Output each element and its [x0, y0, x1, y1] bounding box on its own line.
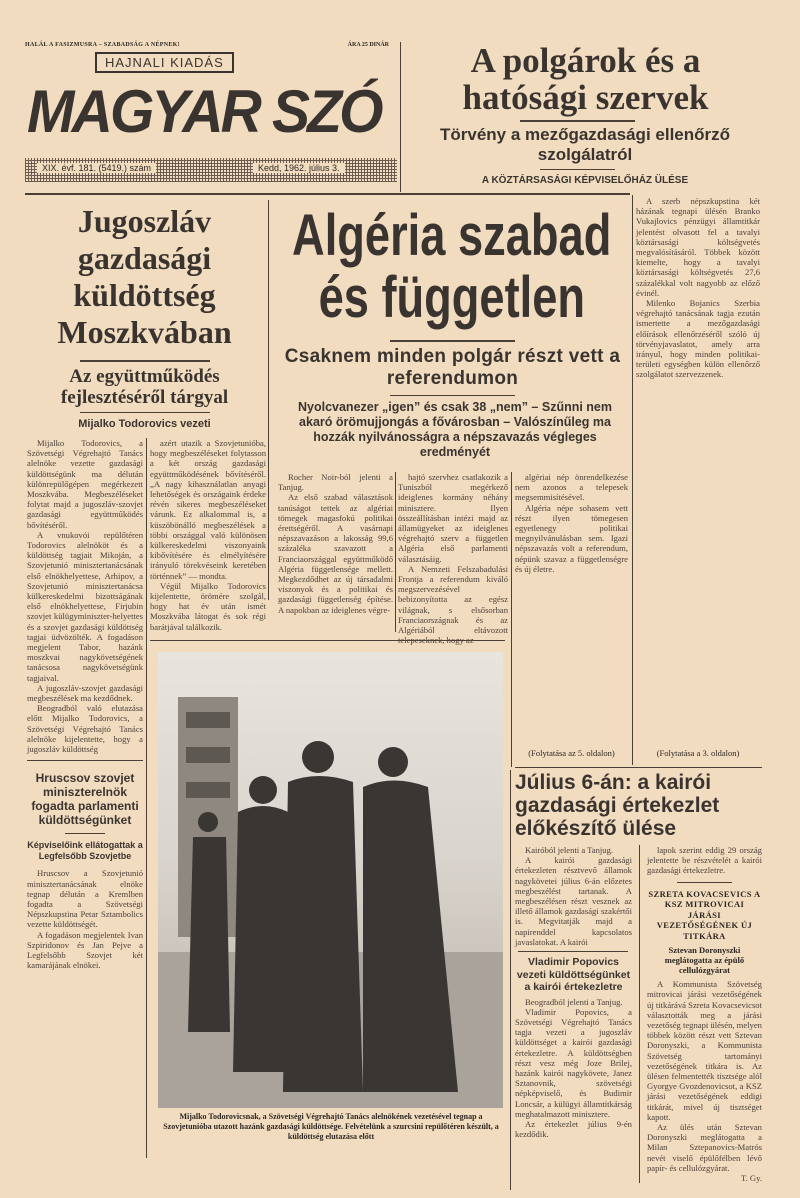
- algeria-continued: (Folytatása az 5. oldalon): [528, 748, 615, 758]
- cairo-body-col1: Kairóból jelenti a Tanjug. A kairói gazdasági értekezleten résztvevő államok nagykövetei július 6-án előzetes megbeszélést tartanak. A megbeszélésen részt vesznek az illető államok gazdasági szakértői is. Megvitatják majd a napirenddel kapcsolatos javaslatokat. A kairói: [515, 845, 632, 947]
- cairo-headline: Július 6-án: a kairói gazdasági értekezlet előkészítő ülése: [515, 771, 720, 840]
- price: ÁRA 25 DINÁR: [347, 42, 389, 48]
- kovacsevics-subheadline: Sztevan Doronyszki meglátogatta az épülő cellulózgyárat: [664, 945, 745, 976]
- slogan: HALÁL A FASIZMUSRA – SZABADSÁG A NÉPNEK!: [25, 42, 180, 48]
- algeria-subheadline: Csaknem minden polgár részt vett a referendumon: [284, 346, 621, 389]
- divider: [27, 760, 143, 761]
- top-story-continued: (Folytatása a 3. oldalon): [656, 748, 740, 758]
- top-story-body: A szerb népszkupstina két házának tegnapi ülésén Branko Vukajlovics pénzügyi államtitkár jelentést olvasott fel a tavalyi köztársasági költségvetés megvalósításáról. Többek között kiemelte, hogy a tavalyi köztársasági költségvetés 27,6 százalékkal volt nagyobb az előző évinél. Milenko Bojanics Szerbia végrehajtó tanácsának tagja ezután ismertette a mezőgazdasági előírások ellenőrzéséről szóló új törvényjavaslatot, amely arra irányul, hogy minden politikai-területi egységben külön ellenőrző szolgálatot szervezzenek.: [636, 196, 760, 380]
- issue-number: XIX. évf. 181. (5419.) szám: [37, 163, 156, 173]
- bottom-right-section: [515, 767, 762, 1183]
- divider: [511, 472, 512, 767]
- tower-window: [186, 782, 230, 798]
- bottom-col1: [515, 845, 632, 1183]
- divider: [80, 360, 210, 362]
- issue-date: Kedd, 1962. július 3.: [253, 163, 345, 173]
- kovacsevics-headline: SZRETA KOVACSEVICS A KSZ MITROVICAI JÁRÁSI VEZETŐSÉGÉNEK ÚJ TITKÁRA: [648, 888, 761, 941]
- khrushchev-headline: Hruscsov szovjet miniszterelnök fogadta parlamenti küldöttségünket: [31, 771, 139, 828]
- algeria-body-col2: hajtó szervhez csatlakozik a Tuniszból megérkező ideiglenes kormány néhány minisztere. Ilyen összeállításban intézi majd az államügyeket az ideiglenes végrehajtó szerv a független Algéria első parlamenti választásáig. A Nemzeti Felszabadulási Frontja a referendum kiváló megszervezésével bebizonyította az egész világnak, s elsősorban Franciaországnak és az Algériából eltávozott telepeseknek, hogy az: [398, 472, 508, 646]
- logo: MAGYAR SZÓ: [27, 78, 381, 145]
- top-story-headline: A polgárok és a hatósági szervek: [462, 41, 709, 117]
- left-story-kicker: Mijalko Todorovics vezeti: [78, 418, 211, 430]
- algeria-headline-line1: [272, 205, 632, 267]
- divider: [540, 169, 615, 170]
- divider: [390, 340, 515, 342]
- divider: [632, 195, 633, 765]
- left-column-flow: [27, 438, 143, 970]
- issue-strip: [25, 158, 397, 182]
- algeria-body-col1: Rocher Noir-ból jelenti a Tanjug. Az első szabad választások tanúságot tettek az algériai tömegek magasfokú politikai érettségéről. A vasárnapi népszavazáson a lakosság 99,6 százaléka szavazott a Franciaországgal együttműködő Algéria függetlensége mellett. Megkezdődhet az új társadalmi viszonyok és a politikai és gazdasági függetlenség építése. A napokban az ideiglenes végre-: [278, 472, 393, 615]
- bottom-col2: [647, 845, 762, 1183]
- left-story-body-col1: Mijalko Todorovics, a Szövetségi Végrehajtó Tanács alelnöke vezette gazdasági küldöttségünk ma délután különrepülőgépen megérkezett Moszkvába. Megbeszéléseket folytat majd a jugoszláv-szovjet gazdasági együttműködés bővítéséről. A vnukovói repülőtéren Todorovics alelnököt és a küldöttség tagjait Mikoján, a Szovjetunió minisztertanácsának első elnökhelyettese, Arhipov, a Szovjetunió minisztertanácsa külkereskedelmi bizottságának első elnökhelyettese, Firjubin szovjet külügyminiszter-helyettes és a szovjet gazdasági küldöttség tagjai üdvözölték. A fogadáson megjelent Tabor, hazánk moszkvai nagykövetségének tanácsosa nagykövetségünk tagjaival. A jugoszláv-szovjet gazdasági megbeszélések ma kezdődnek. Beogradból való elutazása előtt Mijalko Todorovics, a Szövetségi Végrehajtó Tanács alelnöke kijelentette, hogy a jugoszláv küldöttség: [27, 438, 143, 755]
- algeria-deck: Nyolcvanezer „igen” és csak 38 „nem” – Szűnni nem akaró örömujjongás a fővárosban – Valószínűleg ma hozzák nyilvánosságra a népszavazás végleges eredményét: [297, 400, 612, 459]
- photo-illustration: [158, 652, 503, 1108]
- top-story-kicker: A KÖZTÁRSASÁGI KÉPVISELŐHÁZ ÜLÉSE: [481, 175, 689, 186]
- divider: [677, 882, 732, 883]
- divider: [65, 833, 105, 834]
- top-story-subheadline: Törvény a mezőgazdasági ellenőrző szolgálatról: [439, 125, 731, 164]
- divider: [268, 200, 269, 600]
- left-story-headline: Jugoszláv gazdasági küldöttség Moszkvában: [57, 203, 232, 350]
- khrushchev-body: Hruscsov a Szovjetunió minisztertanácsának elnöke tegnap délután a Kremlben fogadta a Szövetségi Népszkupstina Petar Sztambolics vezette küldöttségét. A fogadáson megjelentek Ivan Szpiridonov és Jan Pejve a Legfelsőbb Szovjet két kamarájának elnökei.: [27, 868, 143, 971]
- popovics-body: Beogradból jelenti a Tanjug. Vladimir Popovics, a Szövetségi Végrehajtó Tanács tagja vezeti a jugoszláv küldöttséget a kairói gazdasági értekezletre. A küldöttségben részt vesz még Joze Brilej, hazánk kairói nagykövete, Janez Sztanovnik, szövetségi népképviselő, és Budimir Loncsár, a külügyi államtitkárság meghatalmazott minisztere. Az értekezlet július 9-én kezdődik.: [515, 996, 632, 1140]
- algeria-headline-line1-text: Algéria szabad: [292, 203, 612, 268]
- photo: [158, 652, 503, 1108]
- kovacsevics-body: A Kommunista Szövetség mitrovicai járási vezetőségének új titkárává Szreta Kovacsevicsot választották meg a járási vezetőség tegnapi ülésén, melyen többek között részt vett Sztevan Doronyszki, a Kommunista Szövetség tartományi vezetőségének titkára is. Az ülésen felmentették tisztsége alól Gyorgye Gvozdenovicsot, a KSZ járási vezetőségének eddigi titkárát, mivel új tisztséget kapott. Az ülés után Sztevan Doronyszki meglátogatta a Milan Sztepanovics-Matrós nevét viselő épülőfélben lévő papír- és cellulózgyárat. T. Gy.: [646, 979, 762, 1183]
- masthead: [25, 40, 397, 190]
- divider: [146, 438, 147, 1158]
- divider: [510, 770, 511, 1190]
- divider: [520, 120, 635, 122]
- edition-stamp: HAJNALI KIADÁS: [95, 52, 234, 73]
- popovics-headline: Vladimir Popovics vezeti küldöttségünket a kairói értekezletre: [516, 956, 631, 994]
- algeria-headline-line2: [272, 267, 632, 329]
- tower-window: [186, 747, 230, 763]
- tower-window: [186, 712, 230, 728]
- cairo-body-col2: lapok szerint eddig 29 ország jelentette be részvételét a kairói gazdasági értekezletre.: [646, 845, 762, 876]
- divider: [515, 767, 762, 768]
- divider: [395, 472, 396, 632]
- divider: [80, 412, 210, 413]
- divider: [518, 951, 628, 952]
- photo-caption: Mijalko Todorovicsnak, a Szövetségi Végrehajtó Tanács alelnökének vezetésével tegnap a Szovjetunióba utazott hazánk gazdasági küldöttsége. Felvételünk a szurcsini repülőtéren készült, a küldöttség elutazása előtt: [163, 1112, 499, 1141]
- divider: [400, 42, 401, 192]
- left-story-body-col2: azért utazik a Szovjetunióba, hogy megbeszéléseket folytasson a két ország gazdasági együttműködésének bővítéséről. „A nagy kihasználatlan anyagi lehetőségek és országaink érdeke révén sikeres megbeszéléseket várunk. Ez alkalommal is, a küszöbönálló megbeszélések a többi országgal való különösen külkereskedelmi viszonyaink kibővítésére és elmélyítésére irányuló törekvéseink keretében történnek” — mondta. Végül Mijalko Todorovics kijelentette, örömére szolgál, hogy hat év után ismét Moszkvába látogat és sok régi barátjával találkozik.: [150, 438, 266, 632]
- divider: [390, 395, 515, 396]
- left-story-subheadline: Az együttműködés fejlesztéséről tárgyal: [60, 366, 229, 408]
- algeria-headline-line2-text: és független: [318, 265, 586, 330]
- bottom-columns: [515, 845, 762, 1183]
- khrushchev-subheadline: Képviselőink ellátogattak a Legfelsőbb Szovjetbe: [27, 840, 143, 862]
- divider: [25, 193, 630, 195]
- divider: [639, 845, 640, 1183]
- signature: T. Gy.: [740, 1172, 762, 1183]
- algeria-body-col3: algériai nép önrendelkezése nem azonos a telepesek megsemmisítésével. Algéria népe sohasem vett részt ilyen tömegesen egyetlenegy politikai megnyilvánulásban sem. Igazi népszavazás volt a referendum, népünk szavaz a függetlenségre és új életre.: [515, 472, 628, 574]
